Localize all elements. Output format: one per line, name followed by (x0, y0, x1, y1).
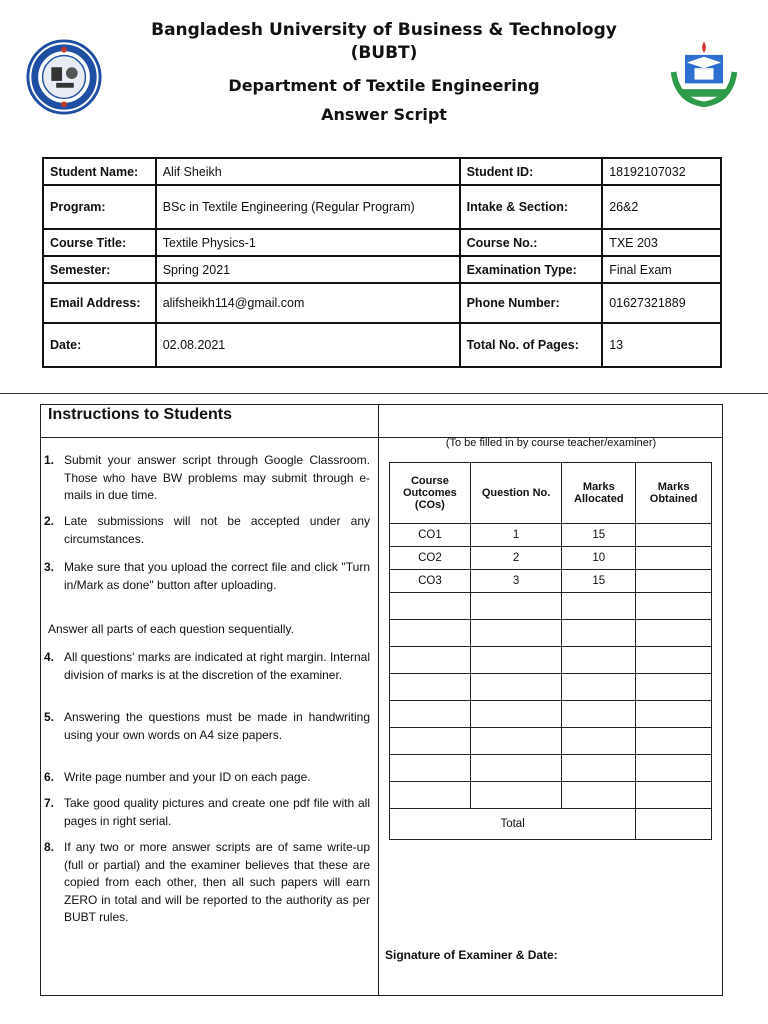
marks-table (389, 462, 712, 840)
instruction-item: 8. If any two or more answer scripts are of same write-up (full or partial) and the examiner believes that these are copied from each other, then all such papers will earn ZERO in total and will be reported to the authority as per BUBT rules. (44, 840, 370, 924)
col-course-outcomes: Course Outcomes (COs) (390, 463, 471, 524)
course-no-value: TXE 203 (602, 229, 721, 256)
date-label: Date: (43, 323, 156, 367)
page-divider (0, 393, 768, 394)
university-name: Bangladesh University of Business & Technology (151, 20, 617, 40)
marks-obtained-cell[interactable] (636, 570, 712, 593)
student-name-value: Alif Sheikh (156, 158, 460, 185)
student-info-table (42, 157, 722, 368)
examiner-signature-label: Signature of Examiner & Date: (385, 948, 558, 962)
col-marks-obtained: Marks Obtained (636, 463, 712, 524)
marks-obtained-cell[interactable] (636, 547, 712, 570)
instruction-note: Answer all parts of each question sequentially. (48, 622, 294, 636)
student-id-label: Student ID: (460, 158, 603, 185)
email-label: Email Address: (43, 283, 156, 323)
department-name: Department of Textile Engineering (228, 76, 540, 95)
instruction-item: 6. Write page number and your ID on each page. (44, 770, 311, 784)
course-no-label: Course No.: (460, 229, 603, 256)
examiner-note: (To be filled in by course teacher/examiner) (445, 437, 657, 449)
marks-obtained-cell[interactable] (636, 524, 712, 547)
total-pages-value: 13 (602, 323, 721, 367)
exam-type-value: Final Exam (602, 256, 721, 283)
semester-value: Spring 2021 (156, 256, 460, 283)
total-row (390, 809, 712, 840)
box-column-divider (378, 404, 379, 996)
course-title-value: Textile Physics-1 (156, 229, 460, 256)
course-title-label: Course Title: (43, 229, 156, 256)
instruction-item: 3. Make sure that you upload the correct file and click "Turn in/Mark as done" button after uploading. (44, 560, 370, 592)
university-abbr: (BUBT) (350, 43, 418, 63)
intake-label: Intake & Section: (460, 185, 603, 229)
table-row: CO3 3 15 (390, 570, 712, 593)
col-marks-allocated: Marks Allocated (562, 463, 636, 524)
instruction-item: 1. Submit your answer script through Google Classroom. Those who have BW problems may submit through e-mails in due time. (44, 453, 370, 502)
table-row: CO1 1 15 (390, 524, 712, 547)
instructions-title: Instructions to Students (48, 406, 232, 423)
email-value: alifsheikh114@gmail.com (156, 283, 460, 323)
total-pages-label: Total No. of Pages: (460, 323, 603, 367)
student-id-value: 18192107032 (602, 158, 721, 185)
date-value: 02.08.2021 (156, 323, 460, 367)
instruction-item: 4. All questions' marks are indicated at right margin. Internal division of marks is at the discretion of the examiner. (44, 650, 370, 682)
exam-type-label: Examination Type: (460, 256, 603, 283)
total-obtained-cell[interactable] (636, 809, 712, 840)
semester-label: Semester: (43, 256, 156, 283)
program-value: BSc in Textile Engineering (Regular Program) (156, 185, 460, 229)
instruction-item: 5. Answering the questions must be made in handwriting using your own words on A4 size papers. (44, 710, 370, 742)
phone-value: 01627321889 (602, 283, 721, 323)
instruction-item: 7. Take good quality pictures and create one pdf file with all pages in right serial. (44, 796, 370, 828)
instruction-item: 2. Late submissions will not be accepted under any circumstances. (44, 514, 370, 546)
intake-value: 26&2 (602, 185, 721, 229)
col-question-no: Question No. (470, 463, 562, 524)
table-row: CO2 2 10 (390, 547, 712, 570)
document-title: Answer Script (321, 105, 447, 124)
program-label: Program: (43, 185, 156, 229)
phone-label: Phone Number: (460, 283, 603, 323)
total-label: Total (390, 809, 636, 840)
student-name-label: Student Name: (43, 158, 156, 185)
